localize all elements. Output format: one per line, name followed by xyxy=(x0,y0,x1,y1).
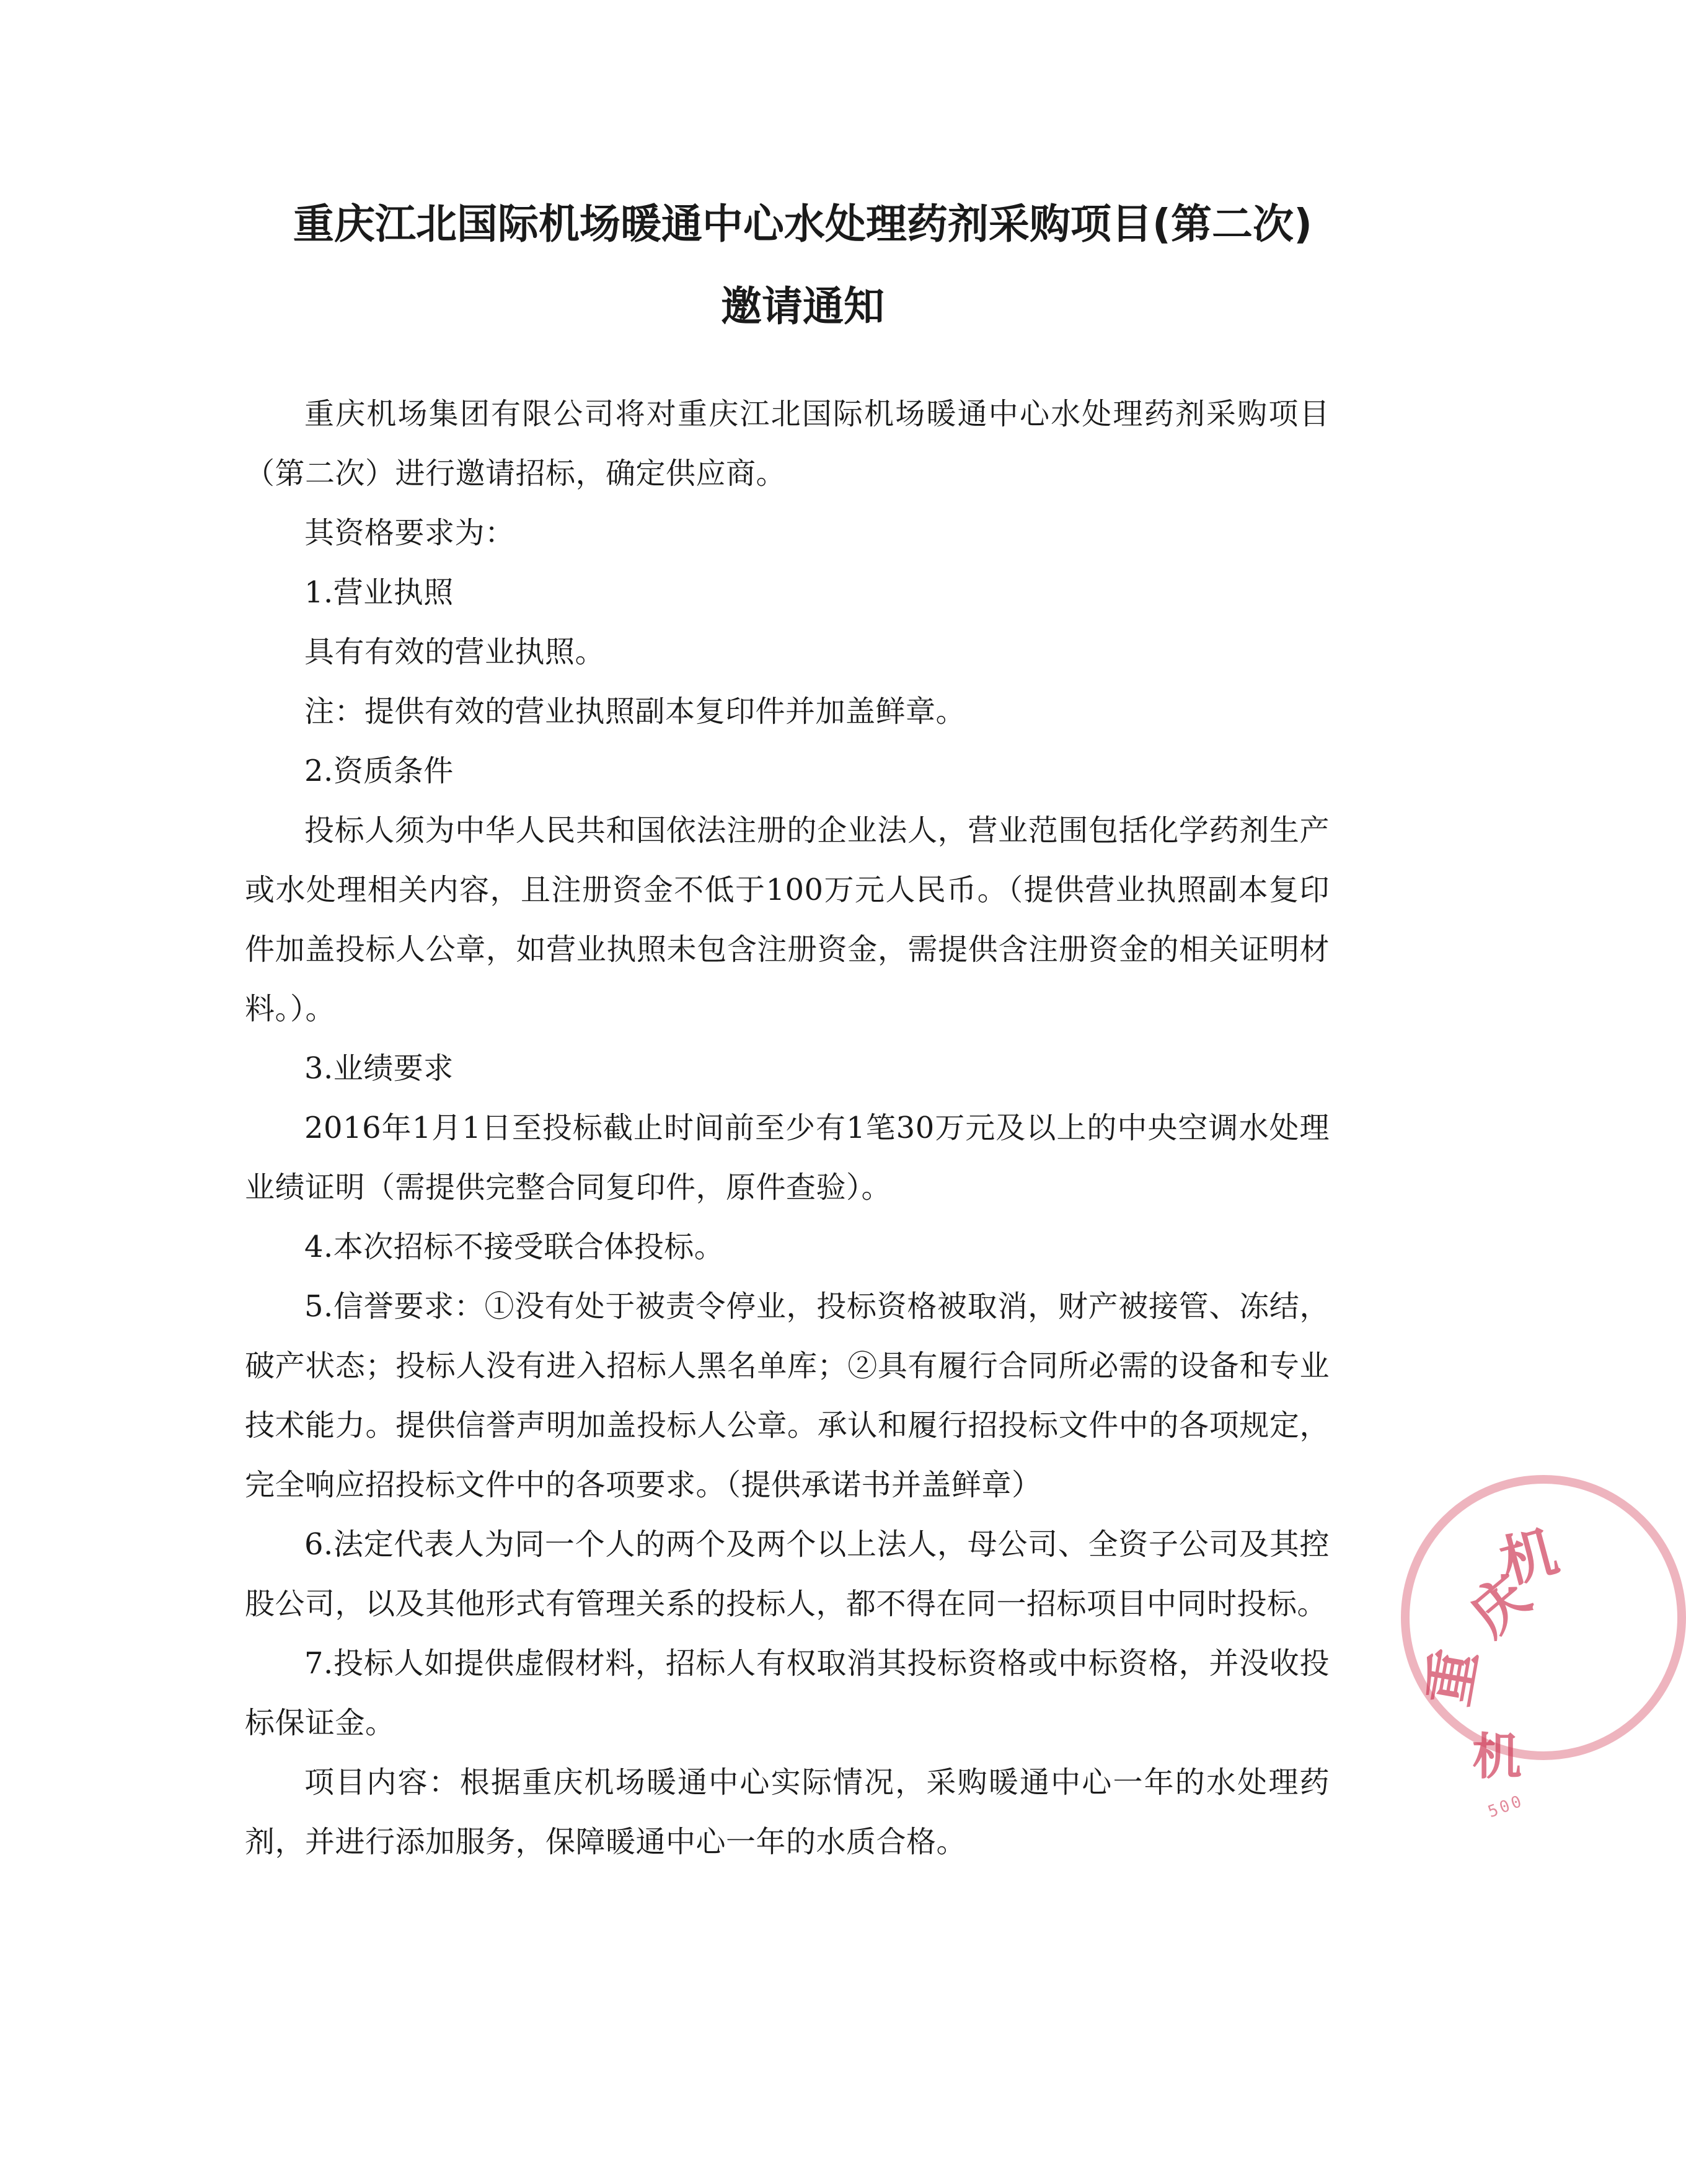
paragraph-qualification: 投标人须为中华人民共和国依法注册的企业法人，营业范围包括化学药剂生产或水处理相关内容，且注册资金不低于100万元人民币。（提供营业执照副本复印件加盖投标人公章，如营业执照未包含注册资金，需提供含注册资金的相关证明材料。）。 xyxy=(245,813,1330,1026)
seal-char: 庆 xyxy=(1458,1563,1543,1649)
document-subtitle: 邀请通知 xyxy=(721,283,885,330)
seal-char: 机 xyxy=(1494,1518,1565,1596)
paragraph-credit: 5.信誉要求：①没有处于被责令停业，投标资格被取消，财产被接管、冻结，破产状态；投标人没有进入招标人黑名单库；②具有履行合同所必需的设备和专业技术能力。提供信誉声明加盖投标人公章。承认和履行招投标文件中的各项规定，完全响应招投标文件中的各项要求。（提供承诺书并盖鲜章） xyxy=(245,1289,1330,1502)
paragraph-project-content: 项目内容：根据重庆机场暖通中心实际情况，采购暖通中心一年的水处理药剂，并进行添加服务，保障暖通中心一年的水质合格。 xyxy=(245,1765,1330,1859)
paragraph-performance: 2016年1月1日至投标截止时间前至少有1笔30万元及以上的中央空调水处理业绩证明（需提供完整合同复印件，原件查验）。 xyxy=(245,1111,1330,1205)
paragraph-legal-representative: 6.法定代表人为同一个人的两个及两个以上法人，母公司、全资子公司及其控股公司，以及其他形式有管理关系的投标人，都不得在同一招标项目中同时投标。 xyxy=(245,1527,1330,1621)
paragraph-no-consortium: 4.本次招标不接受联合体投标。 xyxy=(304,1230,725,1264)
paragraph-false-materials: 7.投标人如提供虚假材料，招标人有权取消其投标资格或中标资格，并没收投标保证金。 xyxy=(245,1646,1330,1740)
seal-number: 500 xyxy=(1485,1791,1527,1822)
paragraph-intro: 重庆机场集团有限公司将对重庆江北国际机场暖通中心水处理药剂采购项目（第二次）进行邀请招标，确定供应商。 xyxy=(245,397,1330,491)
section-heading-performance: 3.业绩要求 xyxy=(304,1051,454,1086)
section-heading-business-license: 1.营业执照 xyxy=(304,575,454,610)
document-body xyxy=(245,384,1330,1872)
paragraph-business-license: 具有有效的营业执照。 xyxy=(304,635,606,669)
section-heading-qualification: 2.资质条件 xyxy=(304,754,454,788)
seal-char: 机 xyxy=(1472,1728,1522,1786)
paragraph-requirements-heading: 其资格要求为： xyxy=(304,516,515,550)
document-title: 重庆江北国际机场暖通中心水处理药剂采购项目(第二次) xyxy=(293,200,1313,248)
paragraph-license-note: 注：提供有效的营业执照副本复印件并加盖鲜章。 xyxy=(304,694,966,729)
seal-char: 重 xyxy=(1415,1644,1490,1711)
